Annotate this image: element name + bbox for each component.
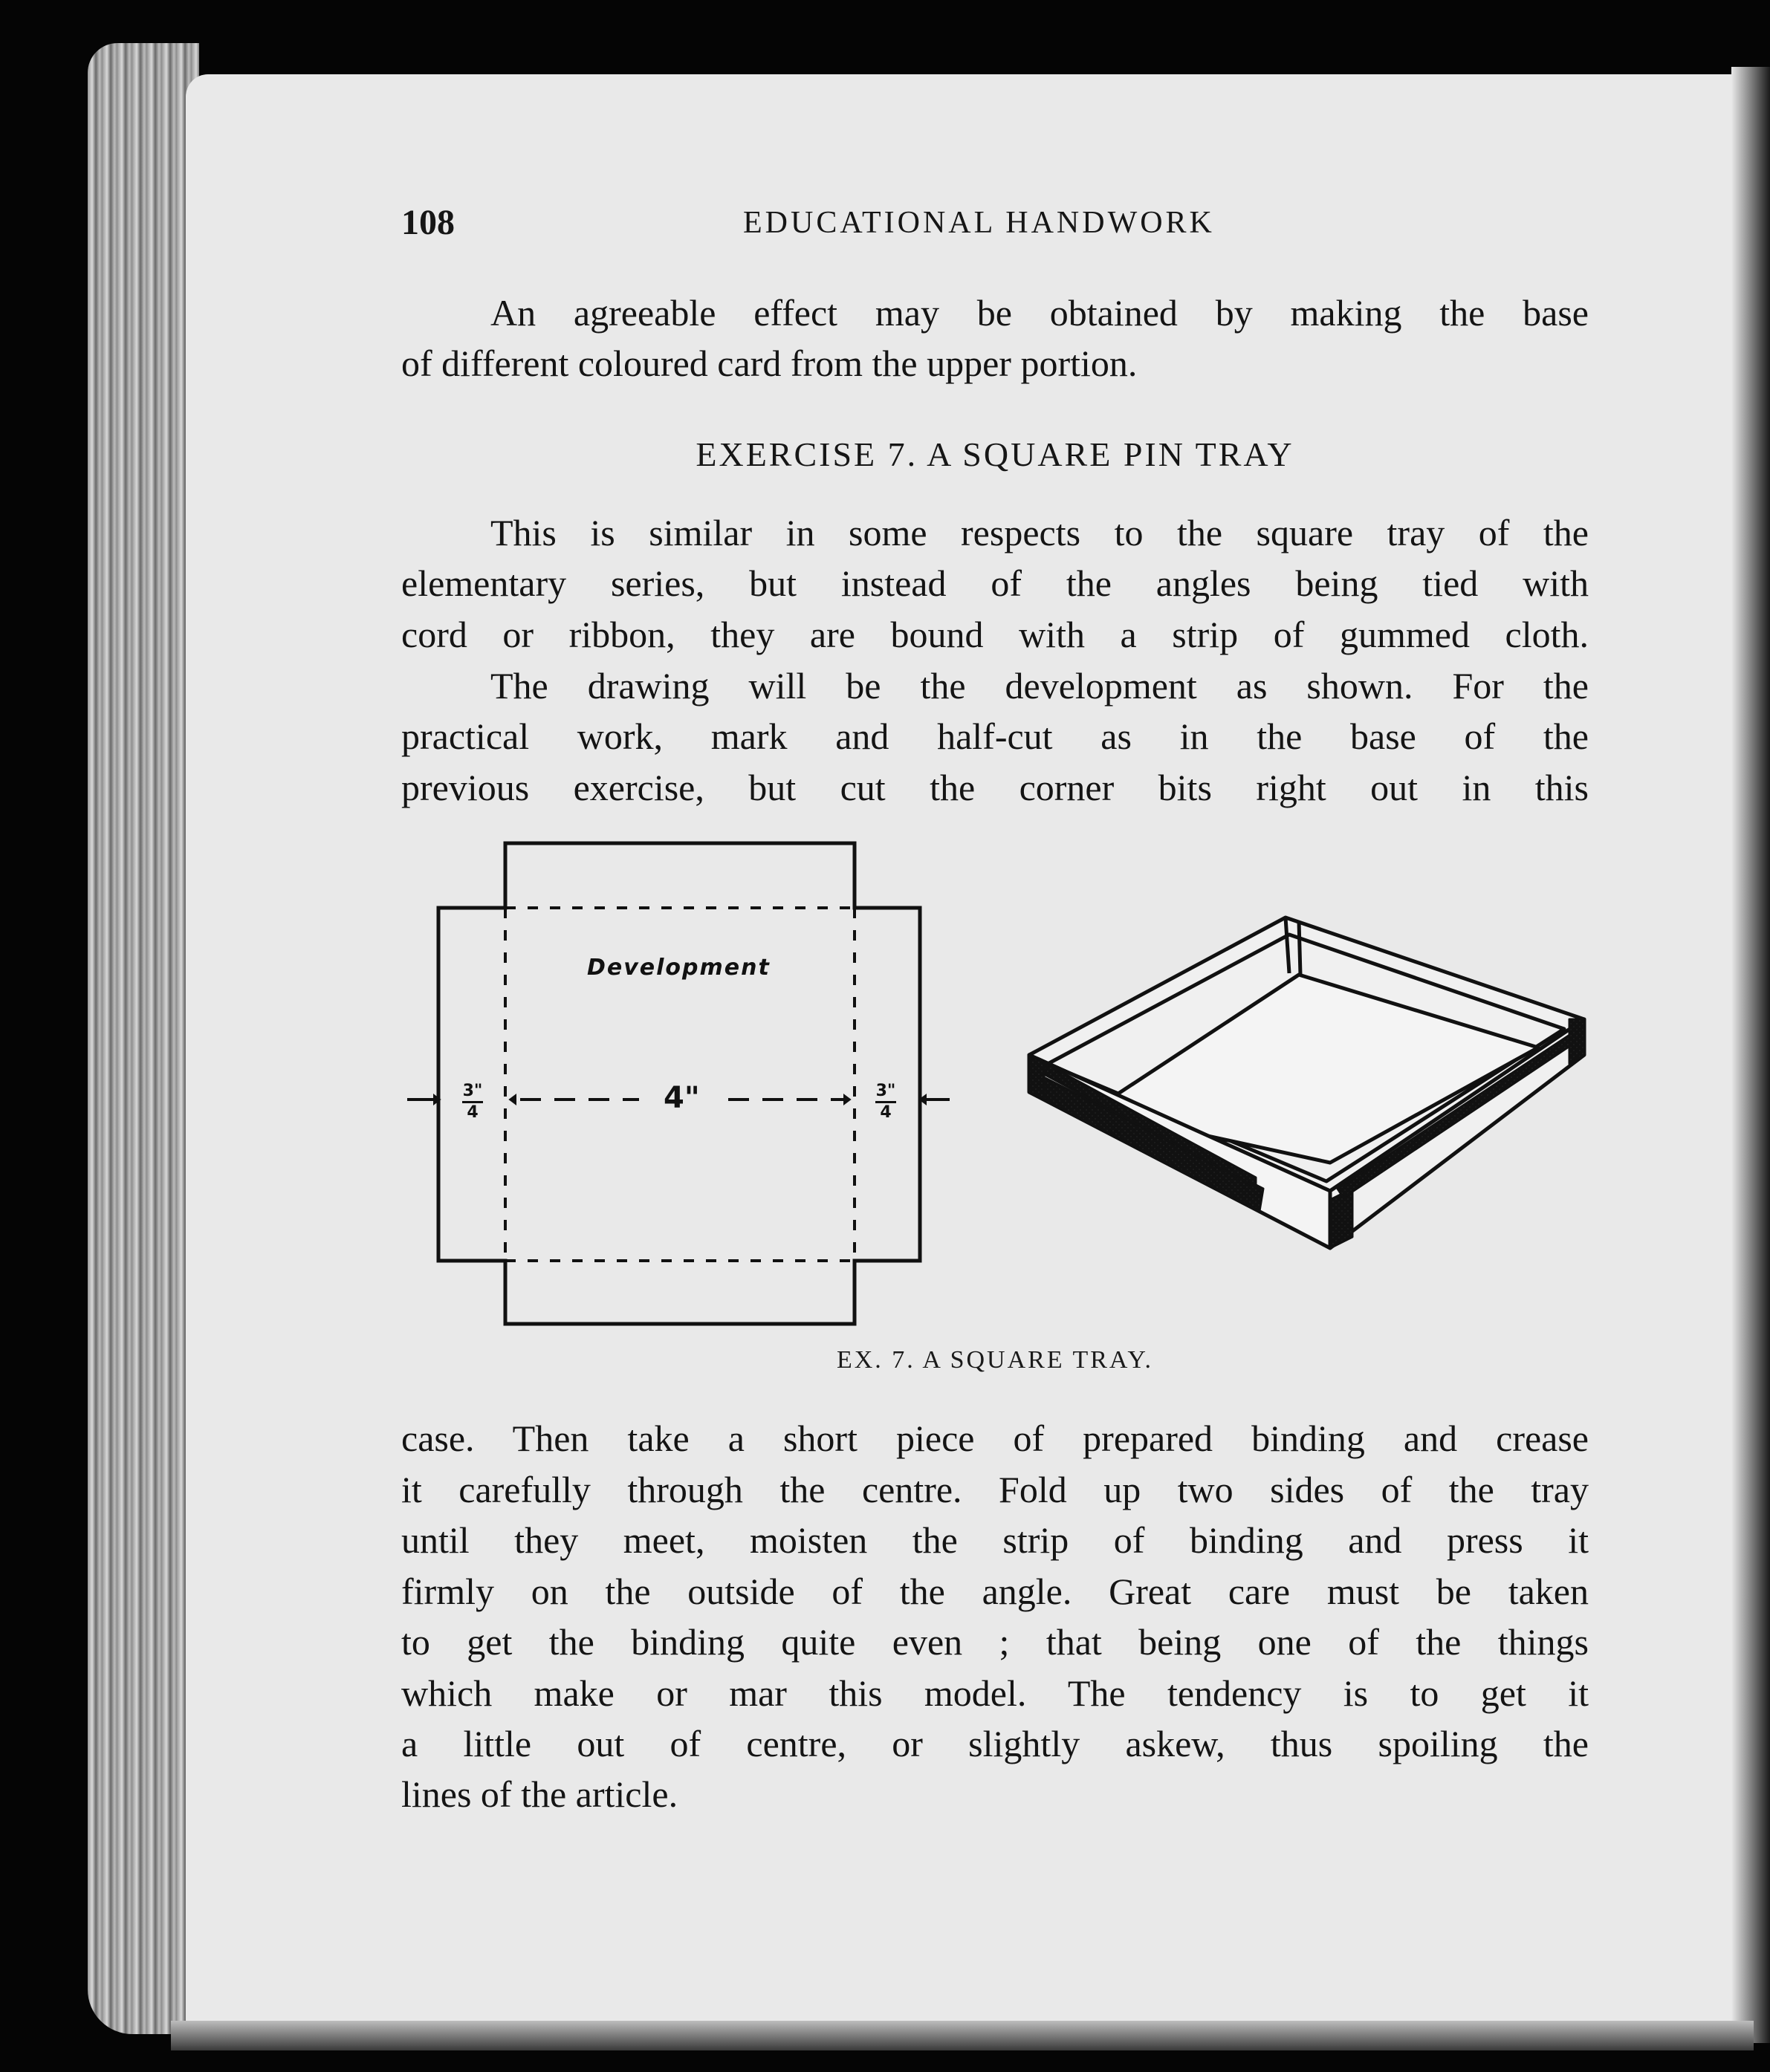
fraction-numerator: 3"	[875, 1082, 896, 1100]
development-label: Development	[587, 955, 771, 981]
fraction-denominator: 4	[880, 1103, 892, 1122]
text-line: to get the binding quite even ; that being one of the things	[401, 1621, 1589, 1663]
text-line: previous exercise, but cut the corner bits right out in this	[401, 766, 1589, 808]
text-line: An agreeable effect may be obtained by making the base	[490, 292, 1589, 334]
tray-drawing	[1029, 918, 1584, 1248]
text-line: firmly on the outside of the angle. Great care must be taken	[401, 1570, 1589, 1612]
text-line: which make or mar this model. The tendency is to get it	[401, 1672, 1589, 1714]
figure-caption: EX. 7. A SQUARE TRAY.	[836, 1346, 1154, 1374]
left-side-dimension	[458, 1083, 487, 1121]
exercise-heading: EXERCISE 7. A SQUARE PIN TRAY	[696, 435, 1294, 473]
text-line: until they meet, moisten the strip of binding and press it	[401, 1519, 1589, 1561]
fraction-numerator: 3"	[462, 1082, 483, 1100]
paragraph-3	[401, 1413, 1589, 1770]
text-line: practical work, mark and half-cut as in the base of the	[401, 715, 1589, 757]
text-line: case. Then take a short piece of prepared binding and crease	[401, 1417, 1589, 1459]
text-line: it carefully through the centre. Fold up two sides of the tray	[401, 1468, 1589, 1510]
text-line: The drawing will be the development as shown. For the	[490, 665, 1589, 707]
text-line: cord or ribbon, they are bound with a strip of gummed cloth.	[401, 613, 1589, 655]
text-line: of different coloured card from the upper portion.	[401, 342, 1138, 384]
fraction-denominator: 4	[467, 1103, 479, 1122]
text-line: lines of the article.	[401, 1773, 678, 1815]
paragraph-3-end	[401, 1769, 1589, 1820]
text-line: This is similar in some respects to the square tray of the	[490, 512, 1589, 553]
page-number: 108	[401, 203, 455, 242]
right-side-dimension	[871, 1083, 901, 1121]
text-line: a little out of centre, or slightly askew, thus spoiling the	[401, 1723, 1589, 1764]
center-dimension: 4"	[664, 1081, 700, 1115]
text-line: elementary series, but instead of the angles being tied with	[401, 562, 1589, 604]
running-title: EDUCATIONAL HANDWORK	[743, 206, 1215, 240]
